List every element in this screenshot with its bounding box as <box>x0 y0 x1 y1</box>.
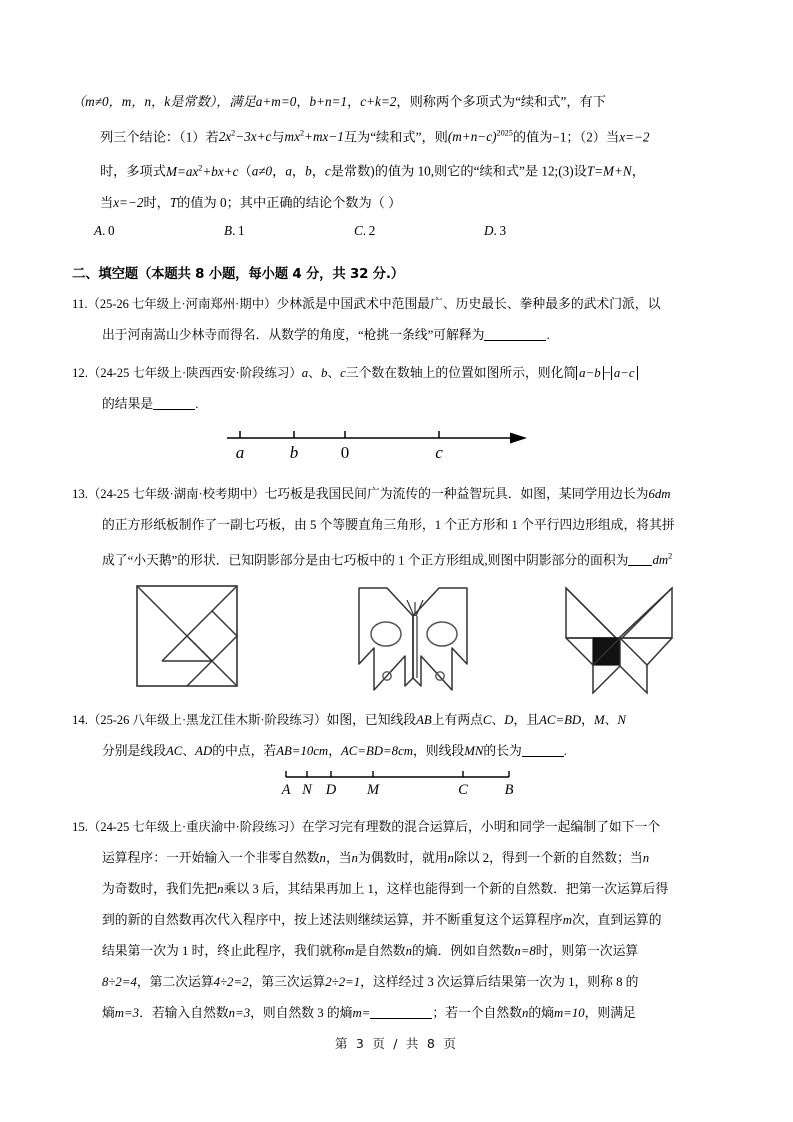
seg-label-N: N <box>302 782 312 799</box>
seg-label-D: D <box>325 782 337 799</box>
q15-answer-blank-1[interactable] <box>370 1005 432 1019</box>
q13-line-1 <box>72 479 722 510</box>
q13-line3-text: 成了“小天鹅”的形状．已知阴影部分是由七巧板中的 1 个正方形组成,则图中阴影部分的面积为 <box>102 553 629 568</box>
q10-x-val-1: x=−2 <box>619 128 650 144</box>
q12-var-b: b <box>320 365 328 380</box>
q11-source: （25-26 七年级上·河南郑州·期中） <box>87 296 277 311</box>
page-footer: 第 3 页 / 共 8 页 <box>334 1036 459 1051</box>
q10-l2-b: 与 <box>271 128 285 144</box>
q10-l4-a: 当 <box>100 195 114 211</box>
question-10-options <box>72 223 722 249</box>
q13-number: 13. <box>72 486 88 501</box>
q12-var-c: c <box>340 365 346 380</box>
q10-line-2 <box>72 118 722 153</box>
q15-line-1 <box>72 812 722 843</box>
seg-label-C: C <box>458 782 468 799</box>
option-b[interactable]: B. 1 <box>224 222 245 238</box>
question-12 <box>72 358 722 472</box>
tangram-butterfly-figure <box>359 588 467 690</box>
segment-line-svg <box>72 767 722 805</box>
q12-line2-text: 的结果是 <box>102 396 154 411</box>
q10-const-c: c <box>324 163 331 179</box>
q11-period: . <box>546 327 550 342</box>
q10-l2-c: 互为“续和式”，则 <box>343 128 448 144</box>
q10-l3-f: 是常数)的值为 10,则它的“续和式”是 12;(3)设 <box>330 163 587 179</box>
q14-figure-segment <box>72 767 722 805</box>
q10-eq-2: b+n=1 <box>309 94 348 109</box>
q11-line-1 <box>72 289 722 320</box>
q15-line-5: 结果第一次为 1 时，终止此程序，我们就称m是自然数n的熵．例如自然数n=8时，则第一次运算 <box>102 944 639 959</box>
q10-eq-3: c+k=2 <box>360 94 397 109</box>
q10-line1-tail: ，则称两个多项式为“续和式”，有下 <box>396 94 606 109</box>
q14-pt-n: N <box>617 713 626 728</box>
q10-T-symbol: T <box>169 195 178 211</box>
q14-pt-m: M <box>593 713 605 728</box>
q10-l3-a: 时，多项式 <box>100 163 166 179</box>
q12-source: （24-25 七年级上·陕西西安·阶段练习） <box>88 365 302 380</box>
page-content <box>72 86 722 1029</box>
q14-number: 14. <box>72 713 88 728</box>
q10-T-eq: T=M+N <box>586 163 632 179</box>
q14-seg-ad: AD <box>195 744 213 759</box>
q11-line2-text: 出于河南嵩山少林寺而得名．从数学的角度，“枪挑一条线”可解释为 <box>102 327 485 342</box>
q10-l4-c: 的值为 0；其中正确的结论个数为（ ） <box>177 195 402 211</box>
q12-answer-blank[interactable] <box>153 396 195 410</box>
q12-abs-1: a−b <box>576 366 603 380</box>
q10-l3-g: ， <box>631 163 645 179</box>
q12-abs-2: a−c <box>611 366 638 380</box>
q10-line-3: 时，多项式$M=ax^2+bx+c(a\ne 0$，a，b，c是常数)的值为 10,则它的“续和式”是 12;(3)设T=M+N， <box>100 163 645 179</box>
q14-pt-c: C <box>482 713 492 728</box>
q10-poly-1: $2x^2-3x+c$ <box>218 128 272 144</box>
q10-l3-b: （ <box>238 163 252 179</box>
q10-l4-b: 时， <box>143 195 170 211</box>
q15-source: （24-25 七年级上·重庆渝中·阶段练习） <box>88 820 302 835</box>
q14-seg-mn: MN <box>464 744 484 759</box>
question-14 <box>72 705 722 805</box>
q14-ab-len: AB=10cm <box>276 744 329 759</box>
q14-acbd-len: AC=BD=8cm <box>340 744 413 759</box>
q15-line-7: 熵m=3．若输入自然数n=3，则自然数 3 的熵m= ；若一个自然数n的熵m=10，则满足 <box>102 1006 636 1021</box>
q13-source: （24-25 七年级·湖南·校考期中） <box>88 486 265 501</box>
q10-condition: （m≠0，m，n，k是常数），满足 <box>72 94 256 109</box>
q10-const-b: b <box>305 163 312 179</box>
q11-answer-blank[interactable] <box>484 327 546 341</box>
q10-poly-2: $mx^2+mx-1$ <box>284 128 344 144</box>
q12-var-a: a <box>301 365 309 380</box>
q14-pt-d: D <box>504 713 514 728</box>
option-c[interactable]: C. 2 <box>354 222 376 238</box>
q13-side-length: 6dm <box>648 486 671 501</box>
number-line-svg <box>72 420 722 472</box>
q12-line-2: 的结果是 . <box>102 396 199 411</box>
q14-seg-ab: AB <box>416 713 432 728</box>
q13-body-a: 七巧板是我国民间广为流传的一种益智玩具．如图，某同学用边长为 <box>264 486 649 501</box>
tangram-square-figure <box>137 586 237 686</box>
q10-l2-a: 列三个结论：（1）若 <box>100 128 219 144</box>
q10-x-val-2: x=−2 <box>113 195 144 211</box>
q11-body: 少林派是中国武术中范围最广、历史最长、拳种最多的武术门派，以 <box>276 296 661 311</box>
q10-l2-d: 的值为−1；（2）当 <box>512 128 620 144</box>
seg-label-M: M <box>366 782 380 799</box>
q10-poly-M: $M=ax^2+bx+c$ <box>165 163 239 179</box>
seg-label-B: B <box>504 782 514 799</box>
q15-line-6: 8÷2=4，第二次运算4÷2=2，第三次运算2÷2=1，这样经过 3 次运算后结果第一次为 1，则称 8 的 <box>102 975 639 990</box>
q14-line-1: 14.（25-26 八年级上·黑龙江佳木斯·阶段练习）如图，已知线段AB上有两点C、D，且AC=BD，M、N <box>72 713 626 728</box>
q11-line-2 <box>72 320 722 351</box>
q14-eq-ac-bd: AC=BD <box>539 713 582 728</box>
q13-answer-blank[interactable] <box>628 552 652 566</box>
tangram-figures-svg <box>72 576 722 698</box>
q15-number: 15. <box>72 820 88 835</box>
option-d[interactable]: D. 3 <box>484 222 507 238</box>
tangram-swan-shaded-figure <box>566 588 672 693</box>
q10-const-a: a <box>285 163 292 179</box>
q10-line-4 <box>72 187 722 219</box>
q15-line-2: 运算程序：一开始输入一个非零自然数n，当n为偶数时，就用n除以 2，得到一个新的自然数；当n <box>102 851 650 866</box>
number-line-label-zero: 0 <box>340 442 350 462</box>
number-line-label-a: a <box>235 442 245 462</box>
option-a[interactable]: A. 0 <box>94 222 115 238</box>
q15-line-4: 到的新的自然数再次代入程序中，按上述法则继续运算，并不断重复这个运算程序m次，直到运算的 <box>102 913 662 928</box>
question-11 <box>72 289 722 351</box>
q12-number: 12. <box>72 365 88 380</box>
q14-seg-ac: AC <box>165 744 183 759</box>
q11-number: 11. <box>72 296 88 311</box>
q14-line-2: 分别是线段AC、AD的中点，若AB=10cm，AC=BD=8cm，则线段MN的长为 . <box>102 744 567 759</box>
question-15 <box>72 812 722 1029</box>
q12-line-1: 12.（24-25 七年级上·陕西西安·阶段练习）a、b、c三个数在数轴上的位置如图所示，则化简 a−b − a−c <box>72 358 722 389</box>
q15-body: 在学习完有理数的混合运算后，小明和同学一起编制了如下一个 <box>301 820 661 835</box>
q15-line-3: 为奇数时，我们先把n乘以 3 后，其结果再加上 1，这样也能得到一个新的自然数．把第一次运算后得 <box>102 882 669 897</box>
q14-source: （25-26 八年级上·黑龙江佳木斯·阶段练习） <box>88 713 327 728</box>
q12-body: 三个数在数轴上的位置如图所示，则化简 <box>345 365 577 380</box>
q10-line-1: （m≠0，m，n，k是常数），满足a+m=0，b+n=1，c+k=2，则称两个多项式为“续和式”，有下 <box>72 94 606 109</box>
question-13 <box>72 479 722 698</box>
question-10-continuation <box>72 86 722 249</box>
q10-poly-3: $(m+n-c)^{2025}$ <box>447 128 513 144</box>
number-line-label-c: c <box>435 442 443 462</box>
q12-figure-number-line <box>72 420 722 472</box>
q10-eq-1: a+m=0 <box>255 94 297 109</box>
section-2-heading: 二、填空题（本题共 8 小题，每小题 4 分，共 32 分.） <box>72 266 404 282</box>
q10-a-ne-0: a≠0 <box>251 163 273 179</box>
q13-line-3 <box>72 541 722 576</box>
q13-unit: $dm^2$ <box>652 551 673 568</box>
q14-answer-blank[interactable] <box>522 743 564 757</box>
seg-label-A: A <box>281 782 291 799</box>
q13-line-2: 的正方形纸板制作了一副七巧板，由 5 个等腰直角三角形，1 个正方形和 1 个平行四边形组成，将其拼 <box>102 517 675 532</box>
number-line-label-b: b <box>289 442 299 462</box>
q13-figure-row <box>72 576 722 698</box>
